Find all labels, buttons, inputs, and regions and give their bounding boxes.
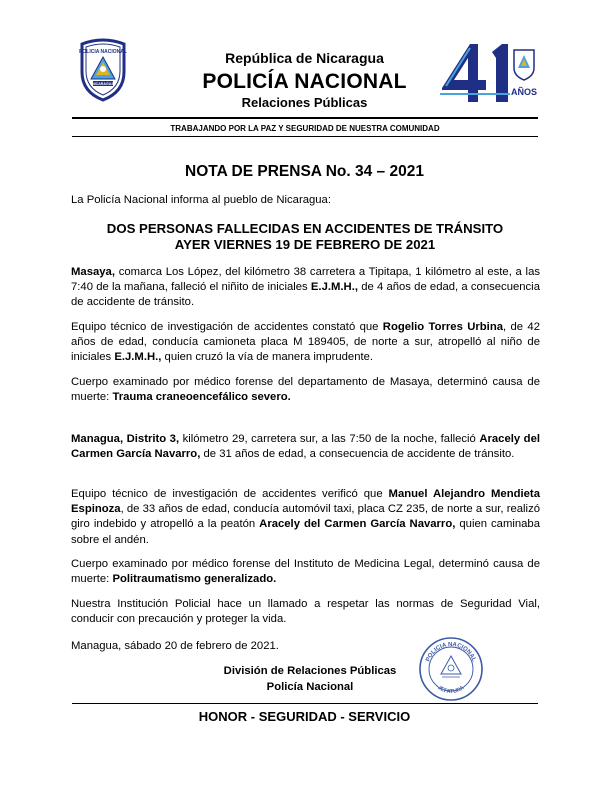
header-motto: TRABAJANDO POR LA PAZ Y SEGURIDAD DE NUESTRA COMUNIDAD — [170, 124, 440, 133]
press-release-title: NOTA DE PRENSA No. 34 – 2021 — [185, 163, 424, 180]
footer-motto: HONOR - SEGURIDAD - SERVICIO — [198, 709, 411, 724]
seal-text-top: POLICIA NACIONAL — [425, 641, 477, 663]
headline — [71, 221, 539, 253]
paragraph-masaya-investigation: Equipo técnico de investigación de accidentes constató que Rogelio Torres Urbina, de 42 años de edad, conducía camioneta placa M 189405, de norte a sur, atropelló al niño de iniciales E.J.M.H., quien cruzó la vía de manera imprudente. — [71, 321, 540, 364]
institution-name: POLICÍA NACIONAL — [202, 70, 407, 93]
headline-line-2: AYER VIERNES 19 DE FEBRERO DE 2021 — [174, 237, 436, 252]
paragraph-masaya-cause: Cuerpo examinado por médico forense del departamento de Masaya, determinó causa de muerte: Trauma craneoencefálico severo. — [71, 376, 540, 404]
seal-text-bottom: JEFATURA — [436, 685, 466, 696]
signature-institution: Policía Nacional — [266, 681, 354, 693]
anniversary-word: AÑOS — [510, 87, 538, 97]
country-name: República de Nicaragua — [225, 50, 384, 66]
paragraph-managua-cause: Cuerpo examinado por médico forense del Instituto de Medicina Legal, determinó causa de muerte: Politraumatismo generalizado. — [71, 558, 540, 586]
paragraph-managua-incident: Managua, Distrito 3, kilómetro 29, carretera sur, a las 7:50 de la noche, falleció Aracely del Carmen García Navarro, de 31 años de edad, a consecuencia de accidente de tránsito. — [71, 433, 541, 461]
badge-text: POLICIA NACIONAL — [79, 49, 127, 55]
badge-text-bottom: NICARAGUA — [92, 82, 114, 86]
department-name: Relaciones Públicas — [241, 95, 368, 110]
header-divider — [72, 117, 538, 119]
footer-divider — [72, 703, 538, 704]
paragraph-managua-investigation: Equipo técnico de investigación de accidentes verificó que Manuel Alejandro Mendieta Espinoza, de 33 años de edad, conducía automóvil taxi, placa CZ 235, de norte a sur, realizó giro indebido y atropelló a la peatón Aracely del Carmen García Navarro, quien caminaba sobre el andén. — [71, 488, 540, 546]
paragraph-masaya-incident: Masaya, comarca Los López, del kilómetro 38 carretera a Tipitapa, 1 kilómetro al este, a las 7:40 de la mañana, falleció el niñito de iniciales E.J.M.H., de 4 años de edad, a consecuencia de accidente de tránsito. — [71, 266, 540, 309]
anniversary-41-logo — [440, 40, 540, 104]
paragraph-safety-call: Nuestra Institución Policial hace un llamado a respetar las normas de Seguridad Vial, conducir con precaución y proteger la vida. — [71, 598, 540, 626]
signature-division: División de Relaciones Públicas — [223, 665, 397, 677]
headline-line-1: DOS PERSONAS FALLECIDAS EN ACCIDENTES DE TRÁNSITO — [106, 221, 504, 236]
header-divider-thin — [72, 136, 538, 137]
svg-text:JEFATURA — [437, 685, 466, 695]
date-line: Managua, sábado 20 de febrero de 2021. — [71, 640, 279, 652]
intro-line: La Policía Nacional informa al pueblo de Nicaragua: — [71, 194, 331, 206]
svg-text:POLICIA NACIONAL — [425, 642, 476, 663]
jefatura-seal-stamp — [418, 636, 484, 702]
